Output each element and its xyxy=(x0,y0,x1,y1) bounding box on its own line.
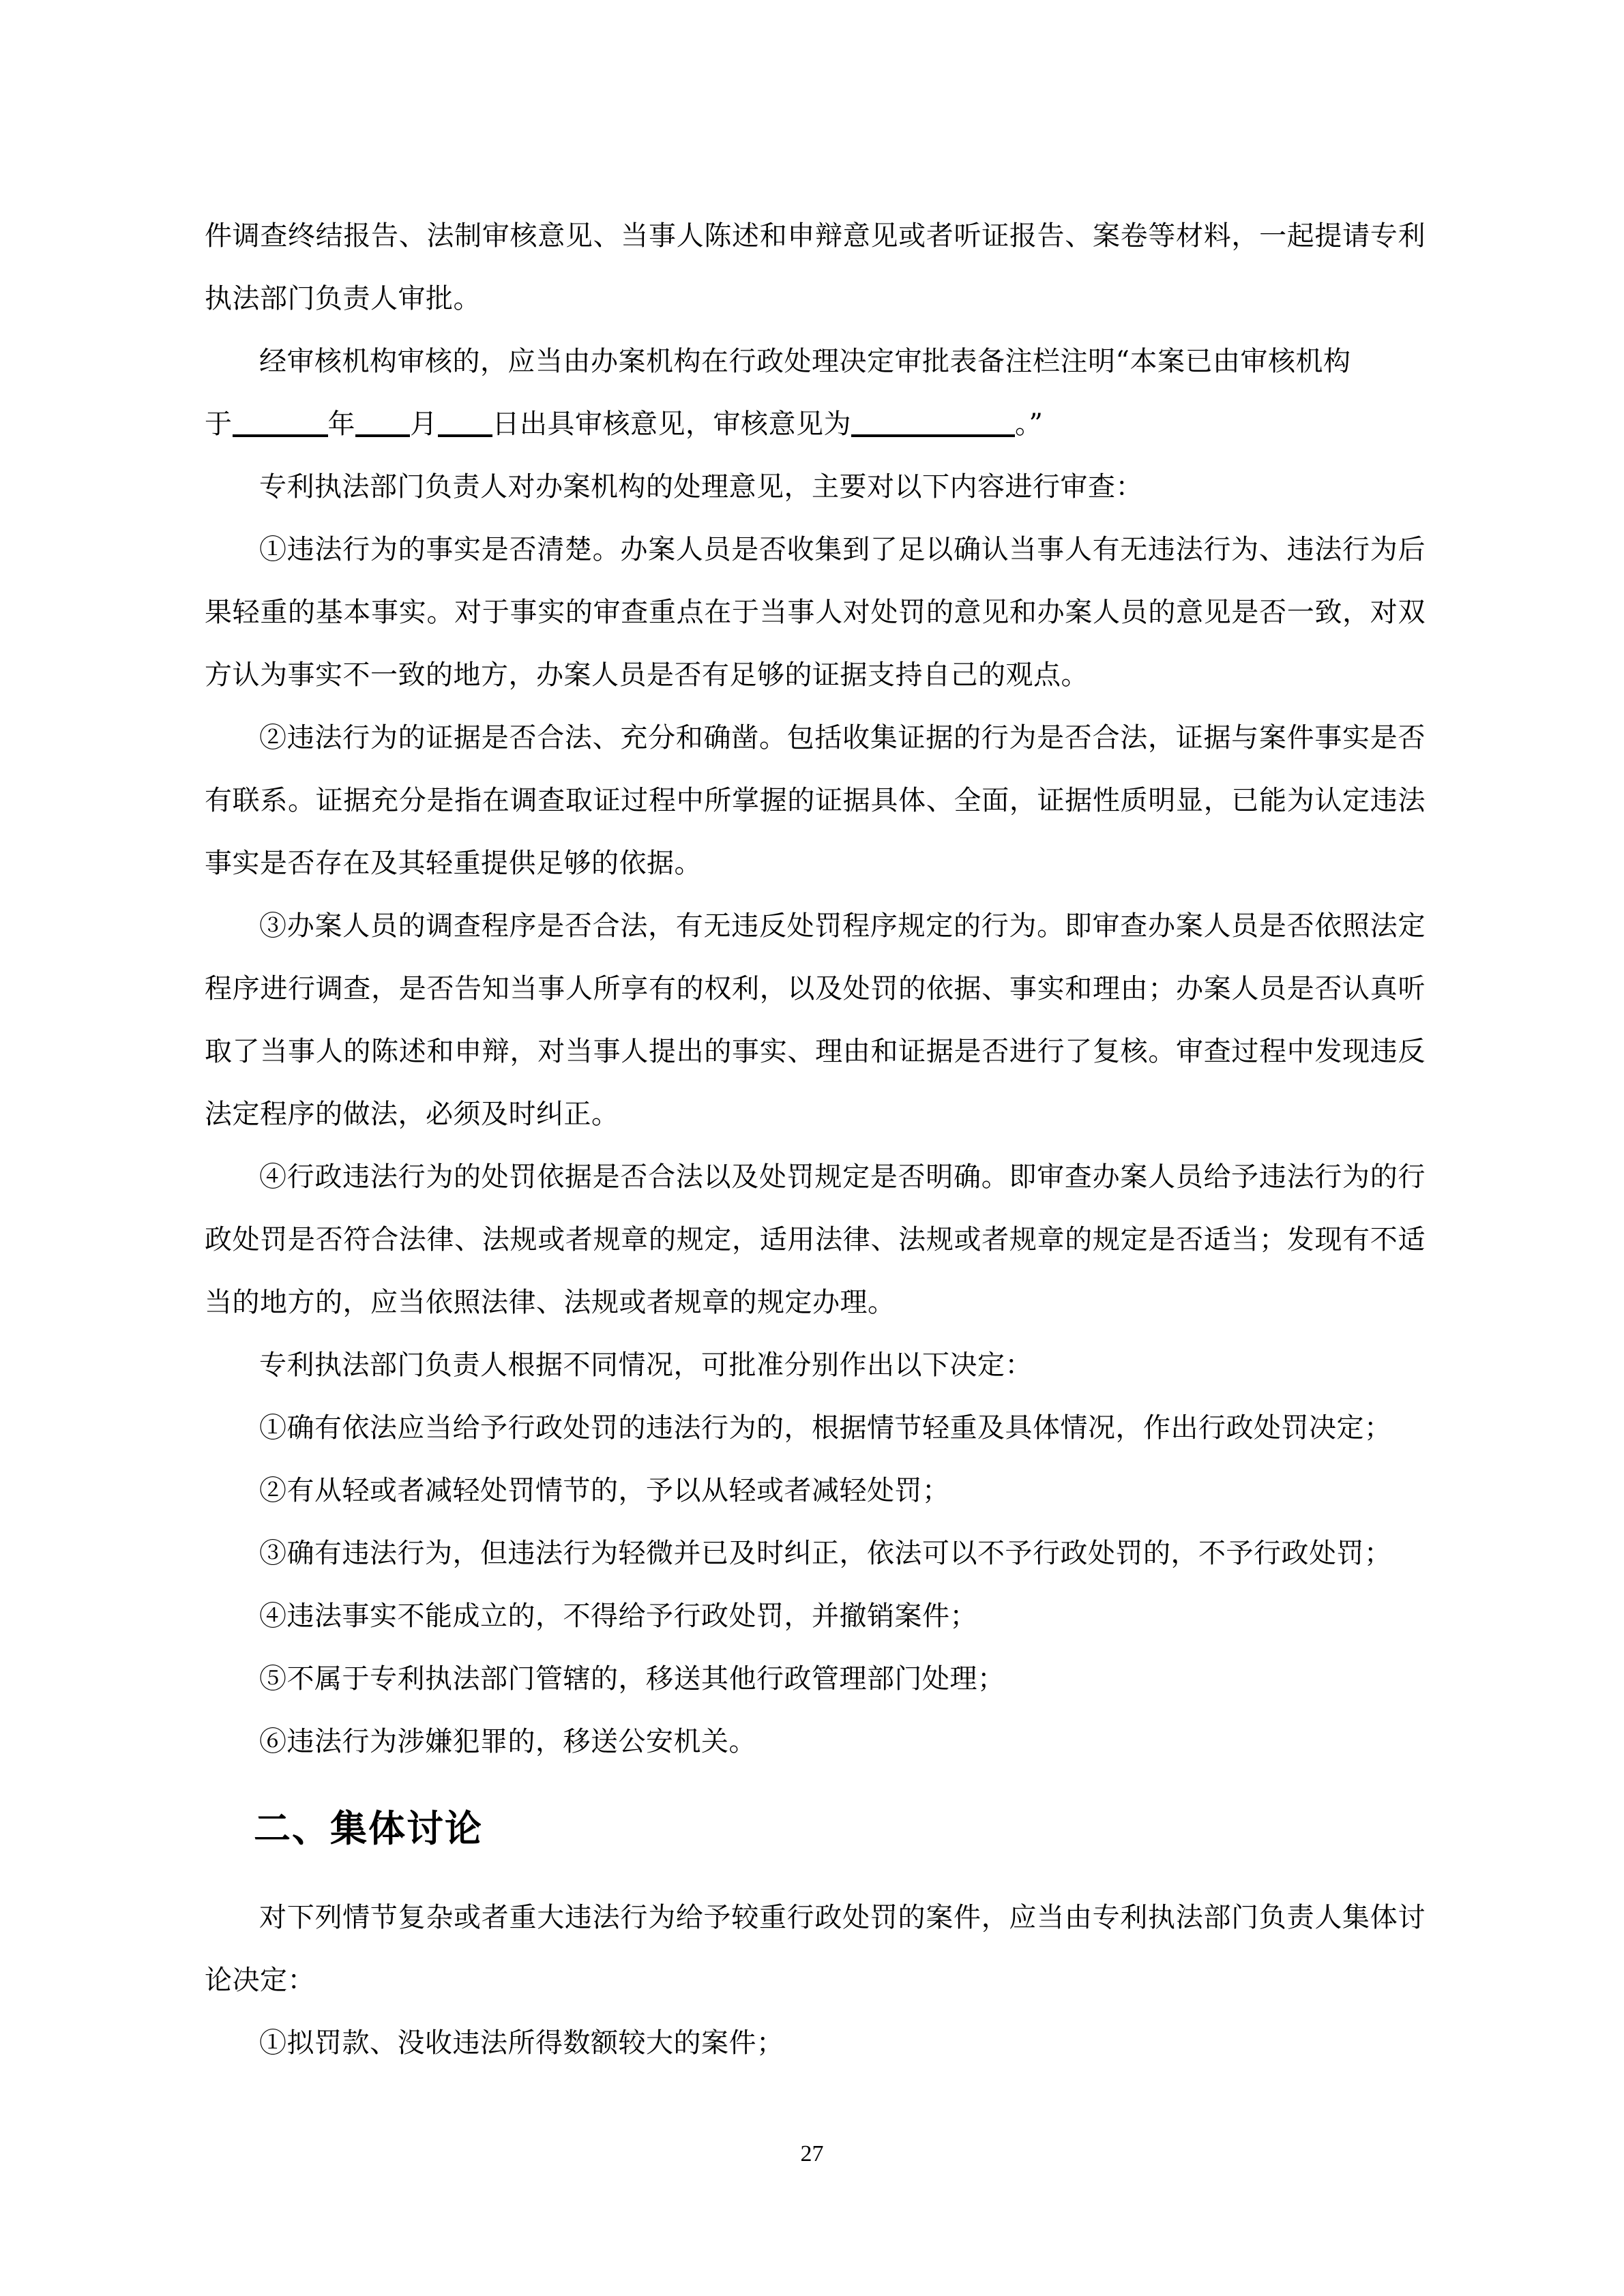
paragraph-review-item-4: ④行政违法行为的处罚依据是否合法以及处罚规定是否明确。即审查办案人员给予违法行为的行政处罚是否符合法律、法规或者规章的规定，适用法律、法规或者规章的规定是否适当；发现有不适当的地方的，应当依照法律、法规或者规章的规定办理。 xyxy=(205,1161,1426,1318)
paragraph-decision-2: ②有从轻或者减轻处罚情节的，予以从轻或者减轻处罚； xyxy=(259,1475,950,1506)
paragraph-collective-item-1: ①拟罚款、没收违法所得数额较大的案件； xyxy=(259,2027,784,2059)
paragraph-decision-3: ③确有违法行为，但违法行为轻微并已及时纠正，依法可以不予行政处罚的，不予行政处罚； xyxy=(259,1538,1392,1569)
day-blank xyxy=(438,407,492,437)
page-number: 27 xyxy=(800,2141,824,2166)
paragraph-review-item-1: ①违法行为的事实是否清楚。办案人员是否收集到了足以确认当事人有无违法行为、违法行为后果轻重的基本事实。对于事实的审查重点在于当事人对处罚的意见和办案人员的意见是否一致，对双方认为事实不一致的地方，办案人员是否有足够的证据支持自己的观点。 xyxy=(205,534,1426,691)
paragraph-continuation: 件调查终结报告、法制审核意见、当事人陈述和申辩意见或者听证报告、案卷等材料，一起提请专利执法部门负责人审批。 xyxy=(205,220,1426,314)
paragraph-review-item-3: ③办案人员的调查程序是否合法，有无违反处罚程序规定的行为。即审查办案人员是否依照法定程序进行调查，是否告知当事人所享有的权利，以及处罚的依据、事实和理由；办案人员是否认真听取了当事人的陈述和申辩，对当事人提出的事实、理由和证据是否进行了复核。审查过程中发现违反法定程序的做法，必须及时纠正。 xyxy=(205,910,1426,1130)
text-day-opinion: 日出具审核意见，审核意见为 xyxy=(492,408,851,440)
text-yu: 于 xyxy=(205,408,233,440)
paragraph-review-note: 经审核机构审核的，应当由办案机构在行政处理决定审批表备注栏注明“本案已由审核机构 xyxy=(259,346,1351,377)
month-blank xyxy=(355,407,410,437)
paragraph-review-date-line xyxy=(205,393,1426,456)
paragraph-decision-1: ①确有依法应当给予行政处罚的违法行为的，根据情节轻重及具体情况，作出行政处罚决定； xyxy=(259,1412,1392,1444)
text-year: 年 xyxy=(327,408,355,440)
paragraph-decision-6: ⑥违法行为涉嫌犯罪的，移送公安机关。 xyxy=(259,1726,756,1757)
section-heading: 二、集体讨论 xyxy=(254,1807,483,1850)
text-month: 月 xyxy=(410,408,438,440)
paragraph-review-items-intro: 专利执法部门负责人对办案机构的处理意见，主要对以下内容进行审查： xyxy=(259,471,1143,503)
opinion-blank xyxy=(851,407,1015,437)
paragraph-review-item-2: ②违法行为的证据是否合法、充分和确凿。包括收集证据的行为是否合法，证据与案件事实是否有联系。证据充分是指在调查取证过程中所掌握的证据具体、全面，证据性质明显，已能为认定违法事实是否存在及其轻重提供足够的依据。 xyxy=(205,722,1426,879)
text-close-quote: 。” xyxy=(1015,408,1044,440)
document-body xyxy=(205,205,1426,2074)
year-blank xyxy=(233,407,328,437)
paragraph-decisions-intro: 专利执法部门负责人根据不同情况，可批准分别作出以下决定： xyxy=(259,1350,1033,1381)
paragraph-decision-4: ④违法事实不能成立的，不得给予行政处罚，并撤销案件； xyxy=(259,1600,977,1632)
paragraph-collective-intro: 对下列情节复杂或者重大违法行为给予较重行政处罚的案件，应当由专利执法部门负责人集体讨论决定： xyxy=(205,1902,1426,1996)
paragraph-decision-5: ⑤不属于专利执法部门管辖的，移送其他行政管理部门处理； xyxy=(259,1663,1005,1695)
